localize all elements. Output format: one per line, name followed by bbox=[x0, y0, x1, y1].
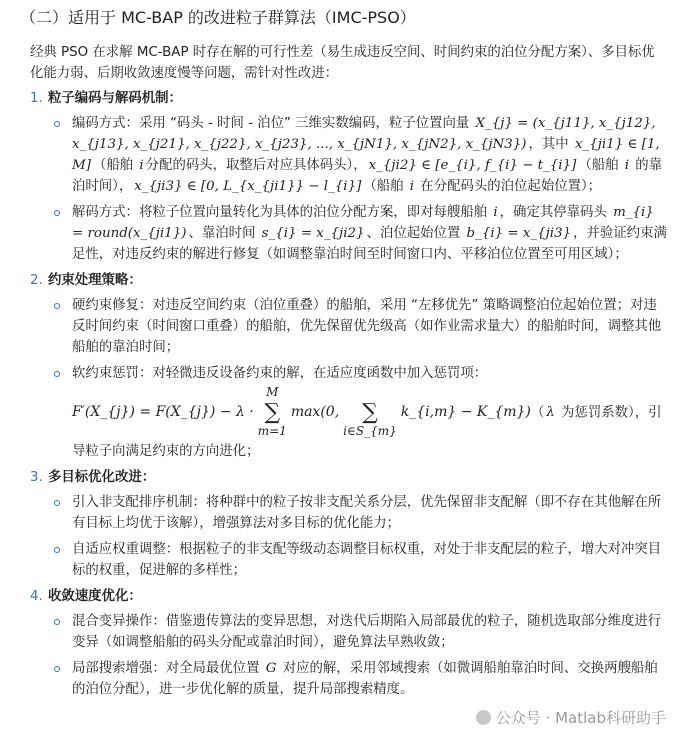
math-expression: x_{ji1} ∈ [1, M] bbox=[72, 137, 660, 173]
text-span: 软约束惩罚：对轻微违反设备约束的解，在适应度函数中加入惩罚项： bbox=[72, 366, 488, 381]
list-number: 1. bbox=[30, 91, 43, 106]
sections-list bbox=[30, 88, 668, 700]
math-expression: i bbox=[139, 158, 144, 173]
heading-text: 收敛速度优化： bbox=[48, 588, 142, 604]
sum-upper-blank bbox=[368, 386, 372, 400]
text-span: ，确定其停靠码头 bbox=[499, 205, 612, 220]
text-span: 混合变异操作：借鉴遗传算法的变异思想，对迭代后期陷入局部最优的粒子，随机选取部分维度进行变异（如调整船舶的码头分配或靠泊时间），避免算法早熟收敛； bbox=[72, 613, 662, 650]
numbered-heading bbox=[30, 467, 668, 488]
math-expression: s_{i} = x_{ji2} bbox=[261, 226, 365, 241]
bullet-icon bbox=[54, 500, 60, 506]
math-expression: X_{j} = (x_{j11}, x_{j12}, x_{j13}, x_{j21}, x_{j22}, x_{j23}, ..., x_{jN1}, x_{jN2}, x_{jN3}) bbox=[72, 116, 656, 152]
text-span: 解码方式：将粒子位置向量转化为具体的泊位分配方案，即对每艘船舶 bbox=[72, 205, 492, 220]
list-item bbox=[30, 492, 668, 534]
math-expression: x_{ji2} ∈ [e_{i}, f_{i} − t_{i}] bbox=[368, 158, 577, 173]
text-span: 局部搜索增强：对全局最优位置 bbox=[72, 660, 264, 676]
bullet-icon bbox=[54, 371, 60, 377]
intro-paragraph: 经典 PSO 在求解 MC-BAP 时存在解的可行性差（易生成违反空间、时间约束的泊位分配方案）、多目标优化能力弱、后期收敛速度慢等问题，需针对性改进： bbox=[30, 45, 655, 81]
text-span: （船舶 bbox=[92, 158, 138, 173]
sigma-icon: ∑ bbox=[264, 399, 281, 425]
sum-lower: m=1 bbox=[257, 424, 287, 439]
text-span: 在分配码头的泊位起始位置）； bbox=[416, 179, 602, 194]
wechat-icon bbox=[476, 710, 491, 725]
text-span: （船舶 bbox=[363, 179, 408, 194]
math-expression: i bbox=[493, 205, 498, 220]
bullet-icon bbox=[54, 210, 60, 216]
list-item bbox=[30, 295, 668, 358]
text-span: （ bbox=[530, 405, 545, 421]
heading-text: 约束处理策略： bbox=[48, 273, 142, 288]
bullet-icon bbox=[54, 303, 60, 309]
math-expression: i bbox=[624, 158, 630, 173]
math-expression: λ bbox=[546, 405, 555, 421]
text-span: 引入非支配排序机制：将种群中的粒子按非支配关系分层，优先保留非支配解（即不存在其他解在所有目标上均优于该解），增强算法对多目标的优化能力； bbox=[72, 494, 662, 531]
watermark-text: 公众号 · Matlab科研助手 bbox=[495, 708, 666, 727]
numbered-heading bbox=[30, 586, 668, 607]
list-item bbox=[30, 363, 668, 462]
numbered-heading bbox=[30, 88, 668, 109]
text-span: 硬约束修复：对违反空间约束（泊位重叠）的船舶，采用 “左移优先” 策略调整泊位起始位置；对违反时间约束（时间窗口重叠）的船舶，优先保留优先级高（如作业需求量大）的船舶时间，调整其他船舶的靠泊时间； bbox=[72, 298, 662, 355]
list-number: 3. bbox=[30, 469, 43, 485]
text-span: ，并验证约束满足性，对违反约束的解进行修复（如调整靠泊时间至时间窗口内、平移泊位位置至可用区域）； bbox=[72, 226, 667, 262]
math-expression: x_{ji3} ∈ [0, L_{x_{ji1}} − l_{i}] bbox=[134, 179, 362, 194]
list-number: 4. bbox=[30, 588, 43, 604]
sum-upper: M bbox=[266, 385, 279, 399]
text-span: （船舶 bbox=[578, 158, 623, 173]
heading-text: 粒子编码与解码机制： bbox=[48, 91, 182, 106]
list-item bbox=[30, 113, 668, 197]
sum-symbol bbox=[343, 386, 397, 439]
formula-max: max(0, bbox=[290, 403, 340, 420]
formula-lhs: F′(X_{j}) = F(X_{j}) − λ · bbox=[72, 403, 254, 420]
math-expression: m_{i} = round(x_{ji1}) bbox=[72, 205, 654, 241]
bullet-icon bbox=[54, 619, 60, 625]
sigma-icon: ∑ bbox=[362, 399, 378, 425]
list-number: 2. bbox=[30, 273, 43, 288]
math-expression: i bbox=[409, 179, 415, 194]
numbered-heading bbox=[30, 270, 668, 291]
text-span: 分配的码头，取整后对应具体码头）， bbox=[145, 158, 367, 173]
text-span: 对应的解，采用邻域搜索（如微调船舶靠泊时间、交换两艘船舶的泊位分配），进一步优化解的质量，提升局部搜索精度。 bbox=[72, 660, 658, 697]
sum-symbol bbox=[258, 386, 287, 439]
bullet-icon bbox=[54, 666, 60, 672]
text-span: 、泊位起始位置 bbox=[366, 226, 465, 241]
text-span: 为惩罚系数），引导粒子向满足约束的方向进化； bbox=[72, 405, 662, 459]
section-title: （二）适用于 MC-BAP 的改进粒子群算法（IMC-PSO） bbox=[20, 8, 416, 27]
heading-text: 多目标优化改进： bbox=[48, 469, 156, 485]
bullet-icon bbox=[54, 121, 60, 127]
text-span: 、靠泊时间 bbox=[188, 226, 260, 241]
text-span: ，其中 bbox=[528, 137, 573, 152]
math-expression: b_{i} = x_{ji3} bbox=[466, 226, 572, 241]
sum-lower: i∈S_{m} bbox=[343, 424, 397, 439]
bullet-icon bbox=[54, 547, 60, 553]
text-span: 的靠泊时间）， bbox=[72, 158, 663, 194]
watermark bbox=[0, 705, 680, 734]
list-item bbox=[30, 202, 668, 265]
list-item bbox=[30, 611, 668, 653]
penalty-formula bbox=[72, 386, 531, 439]
math-expression: G bbox=[265, 660, 277, 676]
formula-rhs: k_{i,m} − K_{m}) bbox=[400, 403, 531, 420]
text-span: 自适应权重调整：根据粒子的非支配等级动态调整目标权重，对处于非支配层的粒子，增大对冲突目标的权重，促进解的多样性； bbox=[72, 541, 662, 578]
text-span: 编码方式：采用 “码头 - 时间 - 泊位” 三维实数编码，粒子位置向量 bbox=[72, 116, 474, 131]
list-item bbox=[30, 658, 668, 700]
list-item bbox=[30, 539, 668, 581]
